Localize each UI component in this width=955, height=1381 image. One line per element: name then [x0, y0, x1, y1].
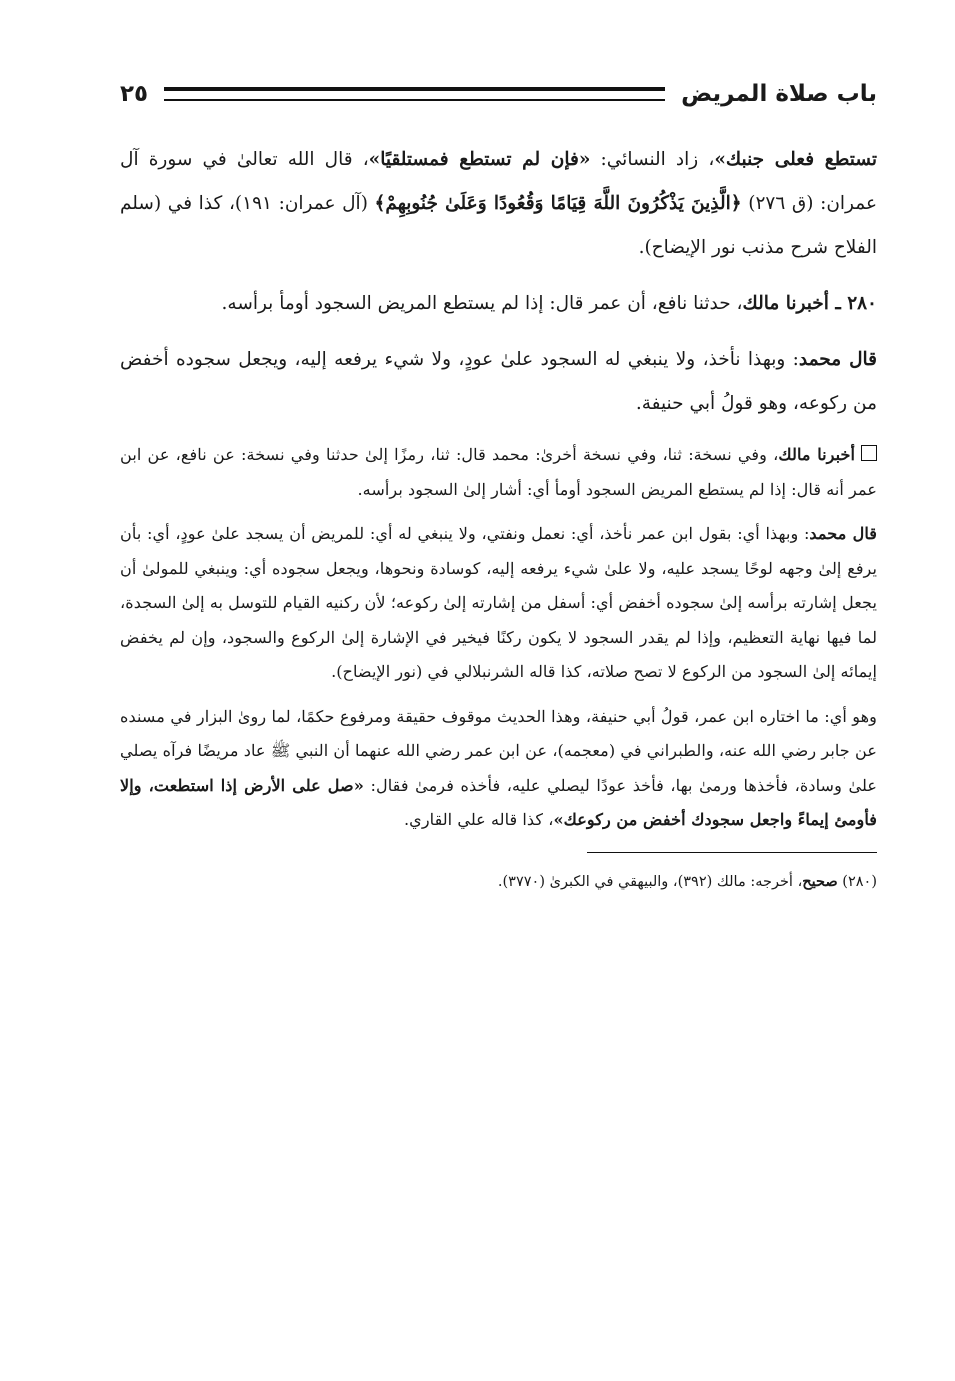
- paragraph-hadith-280: [120, 282, 877, 326]
- commentary-paragraph-1: [120, 438, 877, 507]
- paragraph-text: ، حدثنا نافع، أن عمر قال: إذا لم يستطع المريض السجود أومأ برأسه.: [221, 293, 743, 314]
- hadith-quote: «صل على الأرض إذا استطعت، وإلا فأومئ إيماءً واجعل سجودك أخفض من ركوعك»: [120, 775, 877, 829]
- commentary-text: : وبهذا أي: بقول ابن عمر نأخذ، أي: نعمل ونفتي، ولا ينبغي له أي: للمريض أن يسجد علىٰ عودٍ، أي: بأن يرفع إلىٰ وجهه لوحًا يسجد عليه، ولا علىٰ شيء يرفعه إليه، كوسادة ونحوها، ويجعل سجوده أي: وينبغي للمولىٰ أن يجعل إشارته برأسه إلىٰ سجوده أخفض أي: أسفل من إشارته إلىٰ ركوعه؛ لأن ركنيه القيام للتوسل به إلىٰ السجدة، لما فيها نهاية التعظيم، وإذا لم يقدر السجود لا يكون ركنًا فيخير في الإشارة إلىٰ الركوع والسجود، وإن لم يخفض إيمائه إلىٰ السجود من الركوع لا تصح صلاته، كذا قاله الشرنبلالي في (نور الإيضاح).: [120, 524, 877, 681]
- hadith-quote: «فإن لم تستطع فمستلقيًا»: [368, 149, 591, 170]
- paragraph-hadith-continuation: [120, 138, 877, 270]
- footnote-number: (٢٨٠): [837, 873, 877, 890]
- commentary-text: ، كذا قاله علي القاري.: [404, 810, 554, 829]
- page-header: [120, 70, 877, 118]
- paragraph-text: ، قال الله تعالىٰ في سورة آل عمران: (ق ٢٧٦): [120, 149, 877, 214]
- commentary-lemma: قال محمد: [809, 524, 878, 543]
- commentary-paragraph-3: [120, 700, 877, 838]
- footnote-rule: [587, 852, 877, 853]
- footnote-grade: صحيح: [802, 872, 838, 890]
- commentary-lemma: أخبرنا مالك: [778, 445, 855, 464]
- header-rule: [164, 87, 665, 101]
- paragraph-text: : وبهذا نأخذ، ولا ينبغي له السجود علىٰ عودٍ، ولا شيء يرفعه إليه، ويجعل سجوده أخفض من ركوعه، وهو قولُ أبي حنيفة.: [120, 349, 877, 414]
- page-number: ٢٥: [120, 81, 149, 107]
- paragraph-text: (آل عمران: ١٩١)، كذا في (سلم الفلاح شرح مذنب نور الإيضاح).: [120, 193, 877, 258]
- paragraph-text: ، زاد النسائي:: [590, 149, 715, 170]
- paragraph-qala-muhammad: [120, 338, 877, 426]
- commentary-text: ، وفي نسخة: ثنا، وفي نسخة أخرىٰ: محمد قال: ثنا، رمزًا إلىٰ حدثنا وفي نسخة: عن نافع، عن ابن عمر أنه قال: إذا لم يستطع المريض السجود أومأ أي: أشار إلىٰ السجود برأسه.: [120, 445, 877, 499]
- commentary-paragraph-2: [120, 517, 877, 690]
- main-text: [120, 138, 877, 838]
- book-page: [120, 70, 877, 1341]
- hadith-quote: تستطع فعلى جنبك»: [714, 149, 877, 170]
- hadith-number-chain: ٢٨٠ ـ أخبرنا مالك: [742, 293, 877, 314]
- speaker-label: قال محمد: [798, 349, 877, 370]
- footnote: [120, 867, 877, 897]
- footnote-text: ، أخرجه: مالك (٣٩٢)، والبيهقي في الكبرىٰ (٣٧٧٠).: [497, 873, 803, 890]
- running-head: باب صلاة المريض: [681, 81, 877, 107]
- square-marker-icon: [861, 445, 877, 461]
- commentary-text: وهو أي: ما اختاره ابن عمر، قولُ أبي حنيفة، وهذا الحديث موقوف حقيقة ومرفوع حكمًا، لما روىٰ البزار في مسنده عن جابر رضي الله عنه، والطبراني في (معجمه)، عن ابن عمر رضي الله عنهما أن النبي ﷺ عاد مريضًا فرآه يصلي علىٰ وسادة، فأخذها ورمىٰ بها، فأخذ عودًا ليصلي عليه، فأخذه فرمىٰ فقال:: [120, 706, 877, 795]
- quran-verse: ﴿الَّذِينَ يَذْكُرُونَ اللَّهَ قِيَامًا وَقُعُودًا وَعَلَىٰ جُنُوبِهِمْ﴾: [374, 193, 742, 214]
